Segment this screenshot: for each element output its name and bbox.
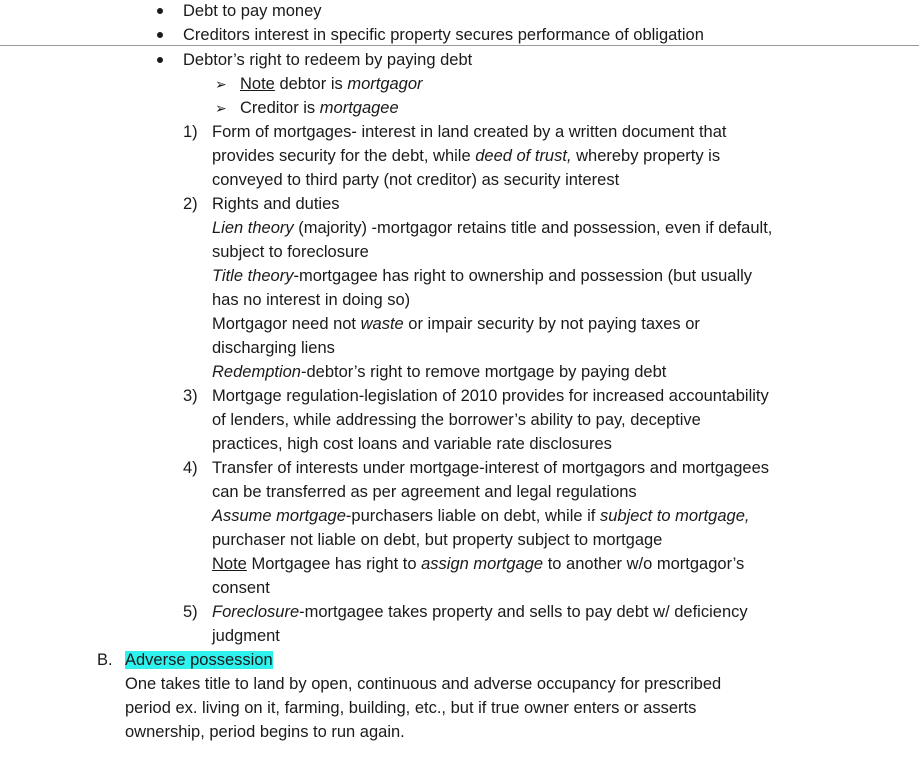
- bullet-icon: [157, 32, 163, 38]
- item2-line2: [212, 216, 772, 240]
- text-run: provides security for the debt, while: [212, 147, 476, 165]
- item1-line3: conveyed to third party (not creditor) as security interest: [212, 171, 620, 189]
- text-run: (majority) -mortgagor retains title and possession, even if default,: [293, 219, 773, 237]
- note-label: Note: [240, 75, 275, 93]
- item3-line3: practices, high cost loans and variable rate disclosures: [212, 435, 612, 453]
- text-run: whereby property is: [571, 147, 721, 165]
- item5-line2: judgment: [212, 627, 280, 645]
- term-waste: waste: [360, 315, 404, 333]
- list-number: 1): [183, 123, 198, 141]
- arrow-item-term: mortgagor: [347, 75, 423, 93]
- sectionB-line3: ownership, period begins to run again.: [125, 723, 405, 741]
- sectionB-line2: period ex. living on it, farming, building, etc., but if true owner enters or asserts: [125, 699, 697, 717]
- bullet-text-2: Creditors interest in specific property secures performance of obligation: [183, 26, 704, 44]
- text-run: or impair security by not paying taxes or: [403, 315, 700, 333]
- term-assign-mortgage: assign mortgage: [421, 555, 544, 573]
- list-number: 3): [183, 387, 198, 405]
- highlighted-heading: Adverse possession: [125, 651, 273, 669]
- item1-line1: Form of mortgages- interest in land created by a written document that: [212, 123, 727, 141]
- term-foreclosure: Foreclosure: [212, 603, 300, 621]
- item5-line1: [212, 600, 748, 624]
- item4-line5: [212, 552, 744, 576]
- list-number: 4): [183, 459, 198, 477]
- arrow-item-text: Creditor is: [240, 99, 320, 117]
- section-letter: B.: [97, 651, 113, 669]
- list-number: 5): [183, 603, 198, 621]
- term-lien-theory: Lien theory: [212, 219, 294, 237]
- bullet-icon: [157, 8, 163, 14]
- arrow-bullet-icon: ➢: [215, 76, 227, 92]
- sectionB-line1: One takes title to land by open, continuous and adverse occupancy for prescribed: [125, 675, 722, 693]
- text-run: Mortgagor need not: [212, 315, 361, 333]
- item2-line6: [212, 312, 700, 336]
- item4-line6: consent: [212, 579, 270, 597]
- item3-line2: of lenders, while addressing the borrower’s ability to pay, deceptive: [212, 411, 701, 429]
- note-label: Note: [212, 555, 247, 573]
- item2-line3: subject to foreclosure: [212, 243, 369, 261]
- bullet-text-3: Debtor’s right to redeem by paying debt: [183, 51, 473, 69]
- arrow-item-1: [240, 72, 423, 96]
- item2-line8: [212, 360, 666, 384]
- text-run: -debtor’s right to remove mortgage by paying debt: [300, 363, 667, 381]
- bullet-icon: [157, 57, 163, 63]
- text-run: to another w/o mortgagor’s: [543, 555, 745, 573]
- arrow-item-text: debtor is: [274, 75, 348, 93]
- text-run: Mortgagee has right to: [246, 555, 422, 573]
- term-title-theory: Title theory: [212, 267, 294, 285]
- item2-line7: discharging liens: [212, 339, 335, 357]
- text-run: -mortgagee has right to ownership and possession (but usually: [293, 267, 753, 285]
- item4-line2: can be transferred as per agreement and legal regulations: [212, 483, 637, 501]
- item4-line3: [212, 504, 749, 528]
- term-subject-to-mortgage: subject to mortgage,: [599, 507, 750, 525]
- item3-line1: Mortgage regulation-legislation of 2010 provides for increased accountability: [212, 387, 769, 405]
- text-run: -mortgagee takes property and sells to pay debt w/ deficiency: [299, 603, 748, 621]
- item2-line1: Rights and duties: [212, 195, 340, 213]
- list-number: 2): [183, 195, 198, 213]
- arrow-item-term: mortgagee: [319, 99, 399, 117]
- item1-line2: [212, 144, 720, 168]
- item2-line4: [212, 264, 752, 288]
- bullet-text-1: Debt to pay money: [183, 2, 322, 20]
- term-redemption: Redemption: [212, 363, 301, 381]
- item4-line1: Transfer of interests under mortgage-interest of mortgagors and mortgagees: [212, 459, 769, 477]
- term-deed-of-trust: deed of trust,: [475, 147, 572, 165]
- item2-line5: has no interest in doing so): [212, 291, 411, 309]
- section-heading: [125, 648, 273, 672]
- text-run: -purchasers liable on debt, while if: [345, 507, 600, 525]
- term-assume-mortgage: Assume mortgage: [212, 507, 346, 525]
- arrow-item-2: [240, 96, 399, 120]
- arrow-bullet-icon: ➢: [215, 100, 227, 116]
- item4-line4: purchaser not liable on debt, but property subject to mortgage: [212, 531, 663, 549]
